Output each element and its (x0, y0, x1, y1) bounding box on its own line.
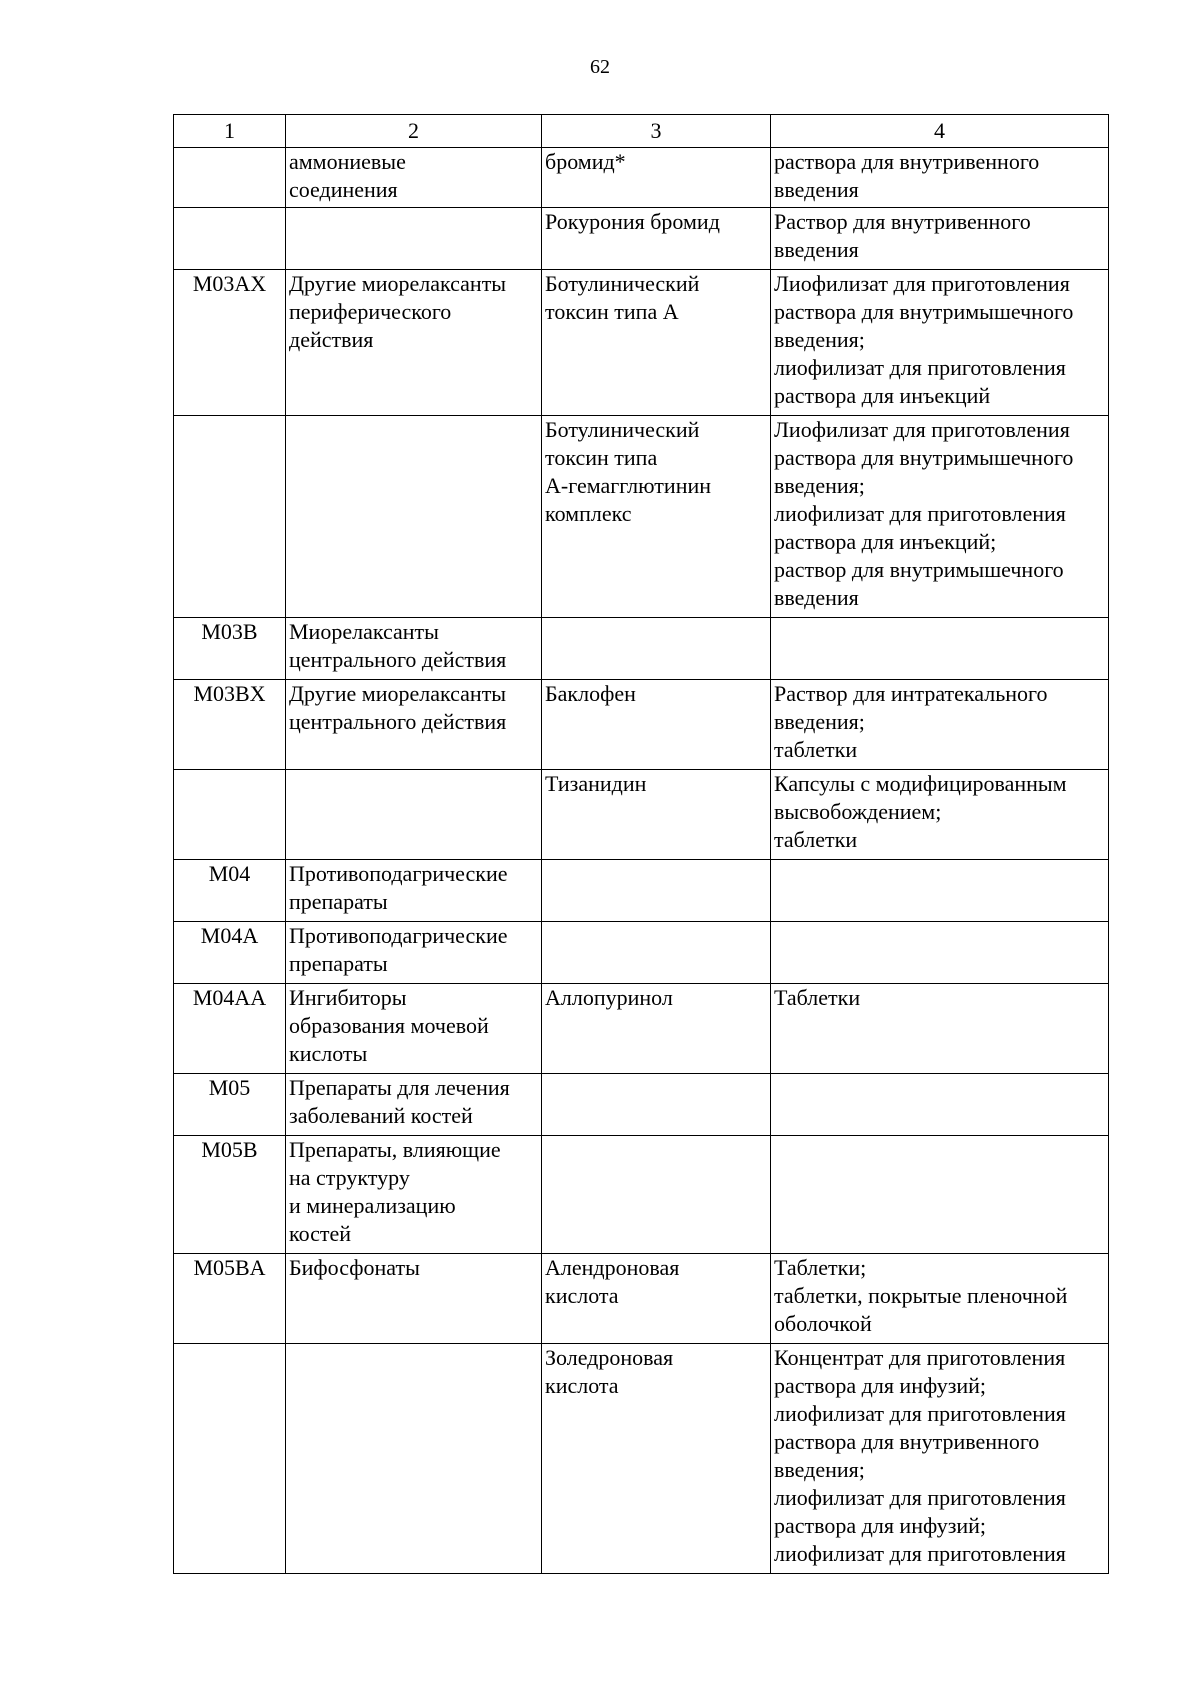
dosage-form-cell (771, 860, 1109, 922)
table-row (174, 984, 1109, 1074)
table-row (174, 1254, 1109, 1344)
drug-name-cell (542, 1136, 771, 1254)
atc-code-cell: M05BA (174, 1254, 286, 1344)
drug-name-cell: Золедроновая кислота (542, 1344, 771, 1574)
atc-code-cell (174, 416, 286, 618)
table-row (174, 618, 1109, 680)
group-cell (286, 208, 542, 270)
drug-name-cell (542, 860, 771, 922)
table-row (174, 770, 1109, 860)
drug-name-cell: Тизанидин (542, 770, 771, 860)
dosage-form-cell: Таблетки; таблетки, покрытые пленочной оболочкой (771, 1254, 1109, 1344)
dosage-form-cell: Таблетки (771, 984, 1109, 1074)
atc-code-cell: M04AA (174, 984, 286, 1074)
dosage-form-cell (771, 1136, 1109, 1254)
dosage-form-cell: Раствор для интратекального введения; таблетки (771, 680, 1109, 770)
drug-name-cell: бромид* (542, 148, 771, 208)
dosage-form-cell: раствора для внутривенного введения (771, 148, 1109, 208)
dosage-form-cell: Капсулы с модифицированным высвобождением; таблетки (771, 770, 1109, 860)
table-row (174, 148, 1109, 208)
table-row (174, 416, 1109, 618)
table-row (174, 1136, 1109, 1254)
atc-code-cell (174, 1344, 286, 1574)
atc-code-cell (174, 148, 286, 208)
drug-name-cell (542, 618, 771, 680)
atc-code-cell: M03B (174, 618, 286, 680)
table-row (174, 208, 1109, 270)
column-header: 2 (286, 115, 542, 148)
drug-name-cell: Аллопуринол (542, 984, 771, 1074)
atc-code-cell: M04 (174, 860, 286, 922)
table-row (174, 270, 1109, 416)
group-cell: Ингибиторы образования мочевой кислоты (286, 984, 542, 1074)
column-header: 1 (174, 115, 286, 148)
dosage-form-cell: Концентрат для приготовления раствора для инфузий; лиофилизат для приготовления раствора для внутривенного введения; лиофилизат для приготовления раствора для инфузий; лиофилизат для приготовления (771, 1344, 1109, 1574)
table-row (174, 922, 1109, 984)
atc-code-cell: M05B (174, 1136, 286, 1254)
group-cell: Другие миорелаксанты центрального действия (286, 680, 542, 770)
group-cell: Противоподагрические препараты (286, 860, 542, 922)
dosage-form-cell: Раствор для внутривенного введения (771, 208, 1109, 270)
drug-name-cell: Ботулинический токсин типа А (542, 270, 771, 416)
dosage-form-cell (771, 1074, 1109, 1136)
drug-name-cell: Рокурония бромид (542, 208, 771, 270)
atc-code-cell: M03AX (174, 270, 286, 416)
group-cell (286, 416, 542, 618)
drug-name-cell: Баклофен (542, 680, 771, 770)
drug-name-cell (542, 922, 771, 984)
group-cell: аммониевые соединения (286, 148, 542, 208)
page-number: 62 (590, 56, 610, 78)
group-cell: Другие миорелаксанты периферического действия (286, 270, 542, 416)
group-cell: Противоподагрические препараты (286, 922, 542, 984)
atc-code-cell (174, 208, 286, 270)
table-row (174, 1344, 1109, 1574)
table-row (174, 1074, 1109, 1136)
group-cell: Препараты, влияющие на структуру и минерализацию костей (286, 1136, 542, 1254)
dosage-form-cell: Лиофилизат для приготовления раствора для внутримышечного введения; лиофилизат для приготовления раствора для инъекций; раствор для внутримышечного введения (771, 416, 1109, 618)
group-cell: Бифосфонаты (286, 1254, 542, 1344)
dosage-form-cell (771, 922, 1109, 984)
table-row (174, 680, 1109, 770)
column-header: 4 (771, 115, 1109, 148)
drug-name-cell (542, 1074, 771, 1136)
atc-code-cell (174, 770, 286, 860)
dosage-form-cell (771, 618, 1109, 680)
group-cell: Препараты для лечения заболеваний костей (286, 1074, 542, 1136)
atc-code-cell: M05 (174, 1074, 286, 1136)
group-cell (286, 1344, 542, 1574)
column-header: 3 (542, 115, 771, 148)
table-row (174, 860, 1109, 922)
atc-code-cell: M04A (174, 922, 286, 984)
atc-code-cell: M03BX (174, 680, 286, 770)
group-cell (286, 770, 542, 860)
drug-name-cell: Ботулинический токсин типа А-гемагглютинин комплекс (542, 416, 771, 618)
group-cell: Миорелаксанты центрального действия (286, 618, 542, 680)
table-header-row (174, 115, 1109, 148)
drug-table (173, 114, 1109, 1574)
dosage-form-cell: Лиофилизат для приготовления раствора для внутримышечного введения; лиофилизат для приготовления раствора для инъекций (771, 270, 1109, 416)
drug-name-cell: Алендроновая кислота (542, 1254, 771, 1344)
